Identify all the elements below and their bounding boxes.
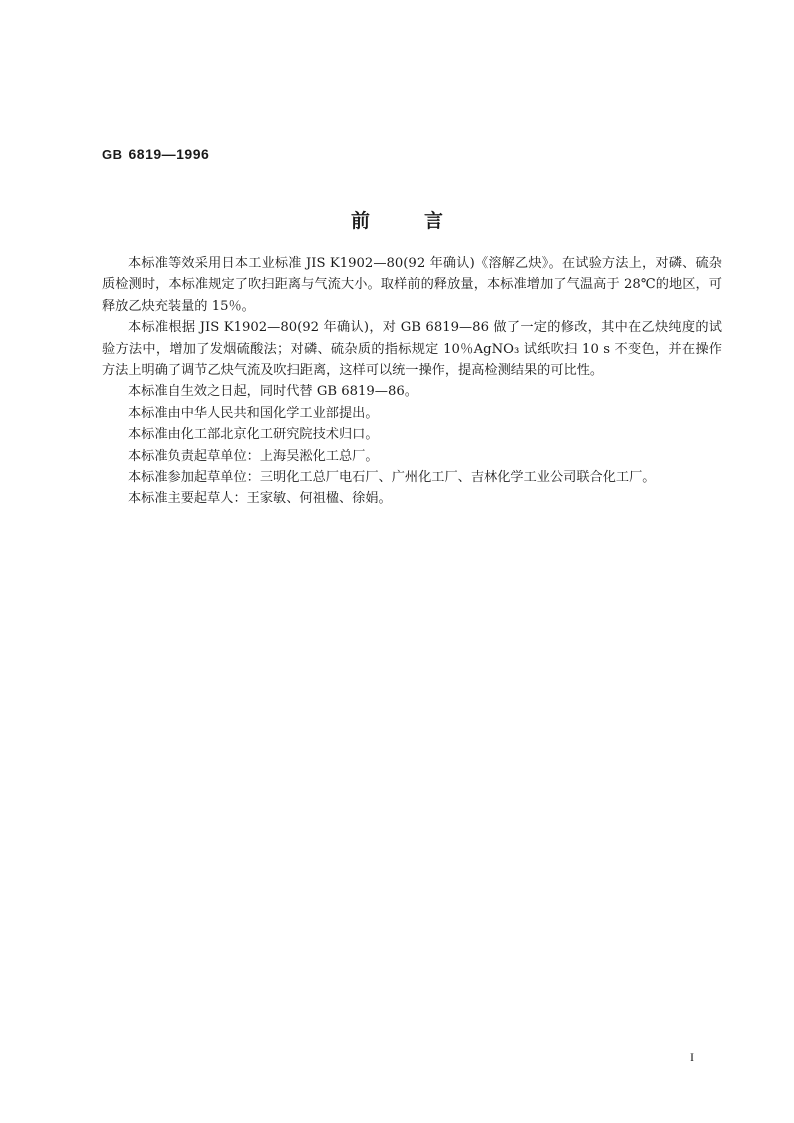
paragraph-proposed-by: 本标准由中华人民共和国化学工业部提出。 (128, 405, 379, 421)
paragraph-effective-date: 本标准自生效之日起，同时代替 GB 6819—86。 (128, 384, 418, 400)
page-number: I (690, 1050, 694, 1064)
paragraph-drafters: 本标准主要起草人：王家敏、何祖楹、徐娟。 (128, 491, 392, 507)
paragraph-drafting-unit: 本标准负责起草单位：上海吴淞化工总厂。 (128, 448, 379, 464)
paragraph-technical-authority: 本标准由化工部北京化工研究院技术归口。 (128, 427, 379, 443)
page-title: 前言 (350, 210, 497, 232)
paragraph-modifications: 本标准根据 JIS K1902—80(92 年确认)，对 GB 6819—86 做了一定的修改，其中在乙炔纯度的试验方法中，增加了发烟硫酸法；对磷、硫杂质的指标规定 10％AgNO₃ 试纸吹扫 10 s 不变色，并在操作方法上明确了调节乙炔气流及吹扫距离，这样可以统一操作，提高检测结果的可比性。 (102, 320, 722, 379)
foreword-body (102, 253, 722, 510)
paragraph-equivalence: 本标准等效采用日本工业标准 JIS K1902—80(92 年确认)《溶解乙炔》。在试验方法上，对磷、硫杂质检测时，本标准规定了吹扫距离与气流大小。取样前的释放量，本标准增加了气温高于 28℃的地区，可释放乙炔充装量的 15％。 (102, 256, 722, 314)
standard-prefix: GB (102, 147, 123, 162)
standard-number: 6819—1996 (128, 146, 210, 162)
paragraph-participating-units: 本标准参加起草单位：三明化工总厂电石厂、广州化工厂、吉林化学工业公司联合化工厂。 (128, 470, 656, 486)
standard-code (102, 146, 209, 162)
